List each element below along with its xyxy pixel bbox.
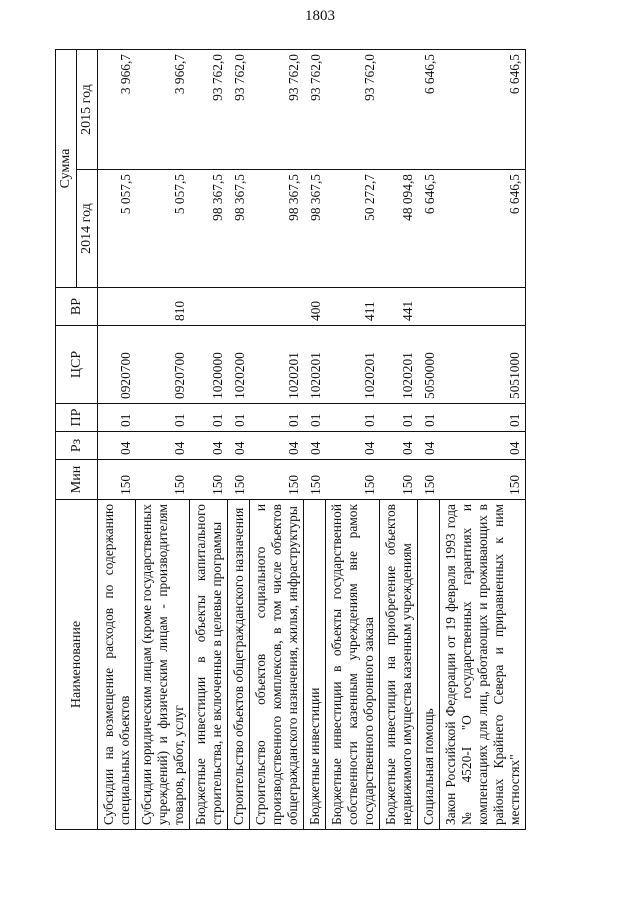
cell-name: Бюджетные инвестиции [304, 500, 326, 830]
cell-csr: 1020200 [228, 326, 250, 404]
cell-pr: 01 [228, 404, 250, 432]
cell-sum-2014: 98 367,5 [190, 170, 228, 288]
cell-sum-2015: 93 762,0 [304, 50, 326, 170]
header-2014: 2014 год [77, 170, 98, 288]
cell-sum-2015: 3 966,7 [136, 50, 190, 170]
cell-vr [98, 288, 136, 326]
table-row [250, 50, 304, 830]
header-csr: ЦСР [56, 326, 98, 404]
cell-rz: 04 [98, 432, 136, 460]
cell-sum-2014: 6 646,5 [418, 170, 440, 288]
cell-rz: 04 [380, 432, 418, 460]
cell-vr [418, 288, 440, 326]
header-pr: ПР [56, 404, 98, 432]
cell-min: 150 [190, 460, 228, 500]
cell-csr: 1020201 [304, 326, 326, 404]
cell-csr: 1020201 [380, 326, 418, 404]
cell-rz: 04 [228, 432, 250, 460]
cell-min: 150 [98, 460, 136, 500]
cell-csr: 1020000 [190, 326, 228, 404]
cell-rz: 04 [250, 432, 304, 460]
cell-rz: 04 [326, 432, 380, 460]
cell-vr: 400 [304, 288, 326, 326]
cell-sum-2015: 3 966,7 [98, 50, 136, 170]
cell-name: Субсидии юридическим лицам (кроме государственных учреждений) и физическим лицам - производителям товаров, работ, услуг [136, 500, 190, 830]
cell-pr: 01 [418, 404, 440, 432]
cell-vr [440, 288, 526, 326]
cell-min: 150 [228, 460, 250, 500]
table-row [304, 50, 326, 830]
cell-min: 150 [326, 460, 380, 500]
cell-min: 150 [440, 460, 526, 500]
cell-name: Бюджетные инвестиции на приобретение объектов недвижимого имущества казенным учреждениям [380, 500, 418, 830]
cell-sum-2014: 50 272,7 [326, 170, 380, 288]
cell-rz: 04 [190, 432, 228, 460]
cell-pr: 01 [190, 404, 228, 432]
cell-pr: 01 [440, 404, 526, 432]
cell-vr [228, 288, 250, 326]
table-row [228, 50, 250, 830]
cell-sum-2014: 5 057,5 [136, 170, 190, 288]
cell-vr [190, 288, 228, 326]
header-name: Наименование [56, 500, 98, 830]
header-min: Мин [56, 460, 98, 500]
table-row [440, 50, 526, 830]
cell-csr: 5050000 [418, 326, 440, 404]
cell-vr: 810 [136, 288, 190, 326]
cell-name: Бюджетные инвестиции в объекты капитального строительства, не включенные в целевые программы [190, 500, 228, 830]
cell-vr: 441 [380, 288, 418, 326]
table-row [98, 50, 136, 830]
budget-table-rotated [55, 50, 590, 830]
cell-min: 150 [380, 460, 418, 500]
cell-sum-2015: 93 762,0 [228, 50, 250, 170]
cell-sum-2014: 98 367,5 [250, 170, 304, 288]
cell-sum-2014: 6 646,5 [440, 170, 526, 288]
page-number: 1803 [305, 8, 335, 24]
cell-min: 150 [136, 460, 190, 500]
table-row [136, 50, 190, 830]
cell-pr: 01 [136, 404, 190, 432]
cell-pr: 01 [250, 404, 304, 432]
cell-sum-2014: 48 094,8 [380, 170, 418, 288]
cell-name: Строительство объектов социального и производственного комплексов, в том числе объектов общегражданского назначения, жилья, инфраструктуры [250, 500, 304, 830]
table-row [326, 50, 380, 830]
cell-sum-2015: 6 646,5 [440, 50, 526, 170]
table-row [418, 50, 440, 830]
cell-sum-2014: 98 367,5 [304, 170, 326, 288]
table-header-row [56, 50, 77, 830]
cell-sum-2015: 6 646,5 [418, 50, 440, 170]
cell-rz: 04 [418, 432, 440, 460]
cell-csr: 1020201 [250, 326, 304, 404]
cell-name: Строительство объектов общегражданского назначения [228, 500, 250, 830]
budget-table [55, 49, 526, 830]
cell-name: Социальная помощь [418, 500, 440, 830]
header-rz: Рз [56, 432, 98, 460]
header-sum: Сумма [56, 50, 77, 288]
cell-vr [250, 288, 304, 326]
table-row [190, 50, 228, 830]
cell-csr: 0920700 [98, 326, 136, 404]
header-2015: 2015 год [77, 50, 98, 170]
cell-pr: 01 [304, 404, 326, 432]
cell-min: 150 [304, 460, 326, 500]
cell-pr: 01 [380, 404, 418, 432]
cell-name: Бюджетные инвестиции в объекты государственной собственности казенным учреждениям вне рамок государственного оборонного заказа [326, 500, 380, 830]
header-vr: ВР [56, 288, 98, 326]
cell-name: Закон Российской Федерации от 19 февраля 1993 года № 4520-I "О государственных гарантиях и компенсациях для лиц, работающих и проживающих в районах Крайнего Севера и приравненных к ним местностях" [440, 500, 526, 830]
cell-vr: 411 [326, 288, 380, 326]
cell-sum-2015: 93 762,0 [326, 50, 380, 170]
cell-pr: 01 [98, 404, 136, 432]
cell-sum-2014: 5 057,5 [98, 170, 136, 288]
cell-sum-2015: 93 762,0 [250, 50, 304, 170]
cell-sum-2014: 98 367,5 [228, 170, 250, 288]
cell-csr: 1020201 [326, 326, 380, 404]
table-row [380, 50, 418, 830]
cell-min: 150 [418, 460, 440, 500]
cell-rz: 04 [136, 432, 190, 460]
cell-pr: 01 [326, 404, 380, 432]
cell-name: Субсидии на возмещение расходов по содержанию специальных объектов [98, 500, 136, 830]
cell-sum-2015 [380, 50, 418, 170]
cell-rz: 04 [440, 432, 526, 460]
cell-csr: 5051000 [440, 326, 526, 404]
cell-sum-2015: 93 762,0 [190, 50, 228, 170]
cell-csr: 0920700 [136, 326, 190, 404]
cell-min: 150 [250, 460, 304, 500]
cell-rz: 04 [304, 432, 326, 460]
